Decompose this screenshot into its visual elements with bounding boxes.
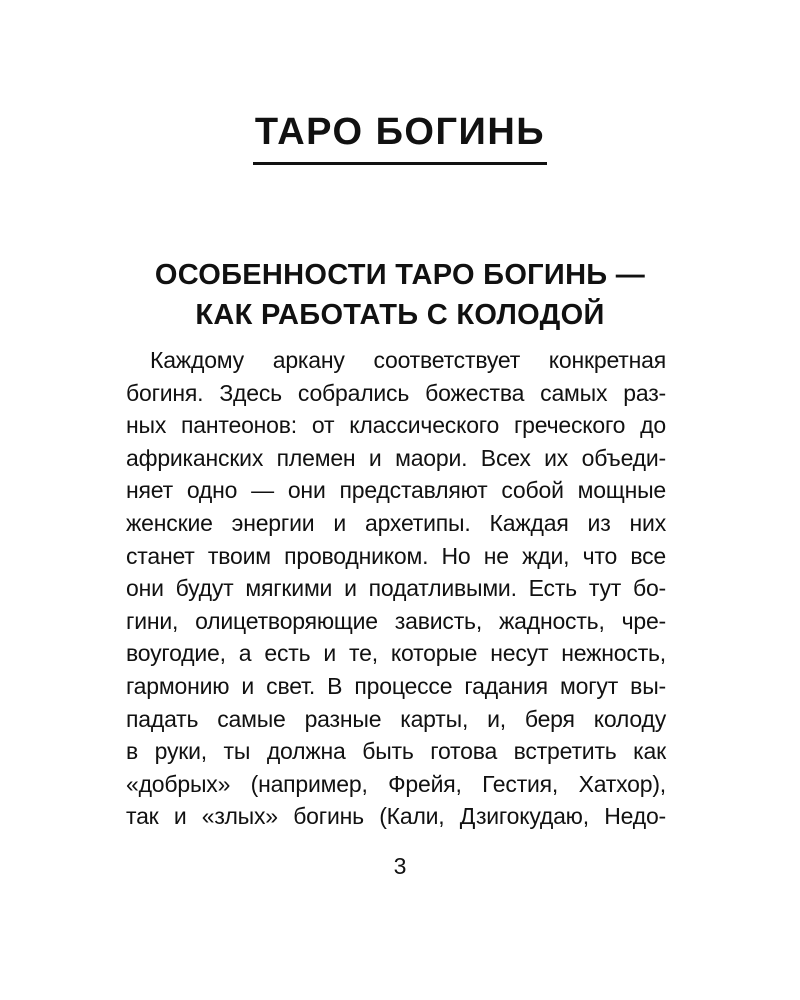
body-line: станет твоим проводником. Но не жди, что все: [126, 542, 666, 569]
book-title: ТАРО БОГИНЬ: [253, 112, 547, 165]
section-heading-line: ОСОБЕННОСТИ ТАРО БОГИНЬ —: [154, 259, 646, 291]
section-heading-line: КАК РАБОТАТЬ С КОЛОДОЙ: [195, 299, 605, 331]
body-line: гини, олицетворяющие зависть, жадность, чре-: [126, 607, 666, 634]
body-line: няет одно — они представляют собой мощные: [126, 477, 666, 504]
body-line: воугодие, а есть и те, которые несут нежность,: [126, 640, 666, 667]
page-number: 3: [393, 853, 407, 879]
body-line: падать самые разные карты, и, беря колоду: [126, 705, 666, 732]
body-line: Каждому аркану соответствует конкретная: [150, 347, 666, 373]
body-line: они будут мягкими и податливыми. Есть тут бо-: [126, 575, 666, 602]
body-line: гармонию и свет. В процессе гадания могут вы-: [126, 672, 666, 699]
body-line: «добрых» (например, Фрейя, Гестия, Хатхор),: [126, 770, 666, 797]
body-line: так и «злых» богинь (Кали, Дзигокудаю, Недо-: [126, 803, 666, 830]
body-line: в руки, ты должна быть готова встретить как: [126, 738, 666, 765]
body-paragraph: [126, 344, 666, 833]
body-line: богиня. Здесь собрались божества самых раз-: [126, 379, 666, 406]
body-line: женские энергии и архетипы. Каждая из них: [126, 509, 666, 536]
body-line: африканских племен и маори. Всех их объеди-: [126, 444, 666, 471]
book-title-block: [0, 112, 800, 165]
body-line: ных пантеонов: от классического греческого до: [126, 412, 666, 439]
section-heading: [100, 255, 700, 335]
